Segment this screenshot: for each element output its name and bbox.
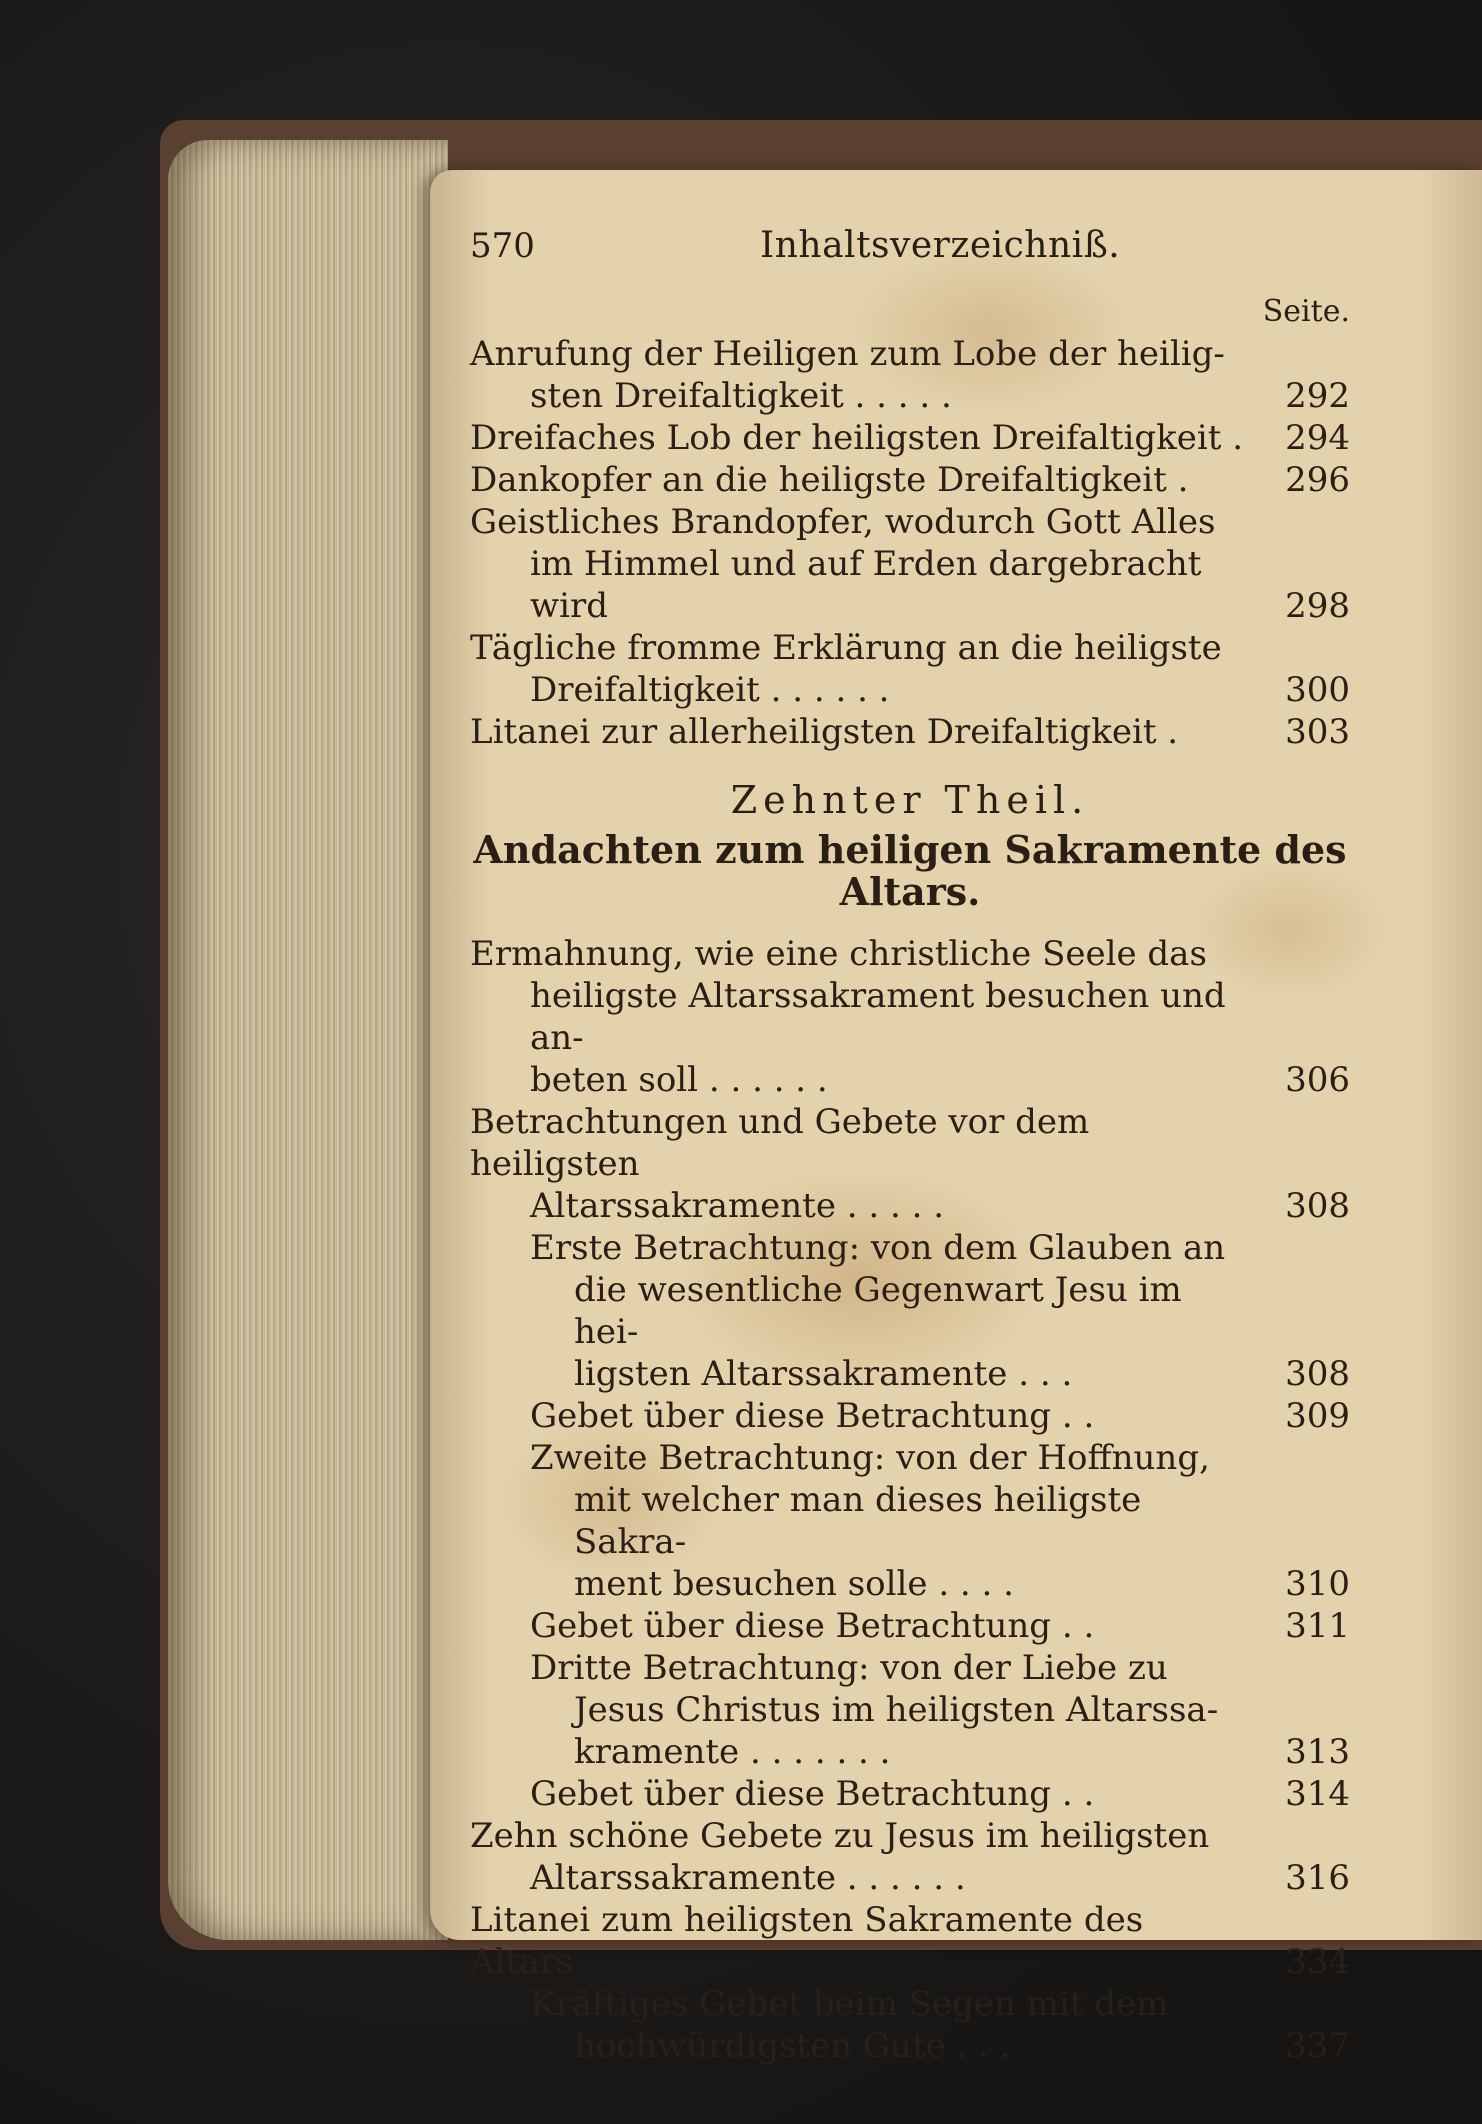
toc-entry [470, 1395, 1350, 1437]
toc-entry [470, 1437, 1350, 1605]
toc-entry-page: 303 [1285, 712, 1350, 752]
toc-entry-line: sten Dreifaltigkeit . . . . . [530, 376, 952, 416]
toc-entry [470, 1815, 1350, 1899]
toc-entry-line: im Himmel und auf Erden dargebracht wird [530, 544, 1202, 626]
toc-entry [470, 1899, 1350, 1983]
toc-entry-line: Gebet über diese Betrachtung . . [530, 1774, 1095, 1814]
table-of-contents [470, 225, 1350, 2067]
toc-entry-page: 296 [1285, 460, 1350, 500]
toc-entry-title [470, 333, 1250, 417]
toc-entry-line: mit welcher man dieses heiligste Sakra- [574, 1480, 1142, 1562]
toc-entry [470, 1101, 1350, 1227]
toc-entry-line: Zehn schöne Gebete zu Jesus im heiligsten [470, 1816, 1210, 1856]
toc-entry-line: Litanei zur allerheiligsten Dreifaltigkeit . [470, 712, 1179, 752]
toc-entry-title [530, 1227, 1250, 1395]
running-head: Inhaltsverzeichniß. [760, 225, 1121, 266]
toc-entry-title [470, 711, 1250, 753]
toc-entry-line: Dreifaches Lob der heiligsten Dreifaltigkeit . [470, 418, 1244, 458]
page-edges [168, 140, 448, 1940]
toc-entry-page: 308 [1285, 1354, 1350, 1394]
toc-entry-line: kramente . . . . . . . [574, 1732, 891, 1772]
toc-entry-title [530, 1605, 1250, 1647]
toc-entry-title [470, 1815, 1250, 1899]
toc-entry-page: 294 [1285, 418, 1350, 458]
toc-entry-line: Jesus Christus im heiligsten Altarssa- [574, 1690, 1219, 1730]
toc-entry-page: 337 [1285, 2026, 1350, 2066]
toc-entry-line: Geistliches Brandopfer, wodurch Gott Alles [470, 502, 1216, 542]
toc-entry [470, 711, 1350, 753]
toc-entry-line: heiligste Altarssakrament besuchen und an- [530, 976, 1226, 1058]
toc-entry-title [530, 1437, 1250, 1605]
page-column-label: Seite. [1262, 294, 1350, 329]
page-number: 570 [470, 226, 535, 266]
toc-entry-line: Zweite Betrachtung: von der Hoffnung, [530, 1438, 1210, 1478]
toc-entry [470, 1983, 1350, 2067]
toc-entry [470, 1605, 1350, 1647]
page-header [470, 225, 1350, 285]
toc-entry [470, 1773, 1350, 1815]
toc-entry-line: Tägliche fromme Erklärung an die heiligste [470, 628, 1222, 668]
toc-entry-line: Altarssakramente . . . . . . [530, 1858, 966, 1898]
toc-entry-page: 314 [1285, 1774, 1350, 1814]
toc-entry-title [470, 1899, 1250, 1983]
toc-entry-line: Dankopfer an die heiligste Dreifaltigkeit . [470, 460, 1189, 500]
toc-entry-line: Kräftiges Gebet beim Segen mit dem [530, 1984, 1169, 2024]
toc-entry [470, 333, 1350, 417]
toc-entry-line: Ermahnung, wie eine christliche Seele das [470, 934, 1207, 974]
toc-entry-title [470, 627, 1250, 711]
toc-entry-line: Erste Betrachtung: von dem Glauben an [530, 1228, 1226, 1268]
toc-entry-title [470, 1101, 1250, 1227]
toc-entry [470, 417, 1350, 459]
toc-entry-page: 308 [1285, 1186, 1350, 1226]
toc-entry-title [530, 1773, 1250, 1815]
toc-entry-title [470, 417, 1250, 459]
toc-entry-line: ment besuchen solle . . . . [574, 1564, 1014, 1604]
toc-entry-line: Gebet über diese Betrachtung . . [530, 1396, 1095, 1436]
toc-list-part-ten [470, 933, 1350, 2067]
toc-entry [470, 1227, 1350, 1395]
toc-entry [470, 933, 1350, 1101]
toc-entry-page: 306 [1285, 1060, 1350, 1100]
toc-entry-page: 334 [1285, 1942, 1350, 1982]
toc-entry-line: Gebet über diese Betrachtung . . [530, 1606, 1095, 1646]
toc-entry-page: 309 [1285, 1396, 1350, 1436]
toc-entry-page: 316 [1285, 1858, 1350, 1898]
section-title: Andachten zum heiligen Sakramente des Altars. [473, 827, 1347, 914]
toc-entry-title [530, 1395, 1250, 1437]
part-title: Zehnter Theil. [730, 778, 1090, 822]
toc-entry-page: 311 [1285, 1606, 1350, 1646]
toc-entry-line: beten soll . . . . . . [530, 1060, 828, 1100]
toc-entry-page: 300 [1285, 670, 1350, 710]
toc-entry-title [470, 459, 1250, 501]
toc-entry-line: Anrufung der Heiligen zum Lobe der heilig- [470, 334, 1225, 374]
toc-entry-line: Altarssakramente . . . . . [530, 1186, 945, 1226]
toc-entry-line: Dritte Betrachtung: von der Liebe zu [530, 1648, 1168, 1688]
toc-entry-title [530, 1983, 1250, 2067]
toc-entry [470, 501, 1350, 627]
toc-entry-line: Dreifaltigkeit . . . . . . [530, 670, 890, 710]
toc-entry-line: die wesentliche Gegenwart Jesu im hei- [574, 1270, 1182, 1352]
toc-entry-title [470, 933, 1250, 1101]
toc-entry-page: 292 [1285, 376, 1350, 416]
toc-entry [470, 459, 1350, 501]
toc-entry-page: 298 [1285, 586, 1350, 626]
toc-entry-line: ligsten Altarssakramente . . . [574, 1354, 1073, 1394]
toc-entry-title [530, 1647, 1250, 1773]
toc-entry-title [470, 501, 1250, 627]
toc-entry [470, 627, 1350, 711]
toc-entry [470, 1647, 1350, 1773]
toc-entry-line: Betrachtungen und Gebete vor dem heiligsten [470, 1102, 1090, 1184]
toc-entry-page: 310 [1285, 1564, 1350, 1604]
toc-list-part-nine [470, 333, 1350, 753]
toc-entry-page: 313 [1285, 1732, 1350, 1772]
toc-entry-line: hochwürdigsten Gute . . . [574, 2026, 1011, 2066]
toc-entry-line: Litanei zum heiligsten Sakramente des Altars [470, 1900, 1144, 1982]
